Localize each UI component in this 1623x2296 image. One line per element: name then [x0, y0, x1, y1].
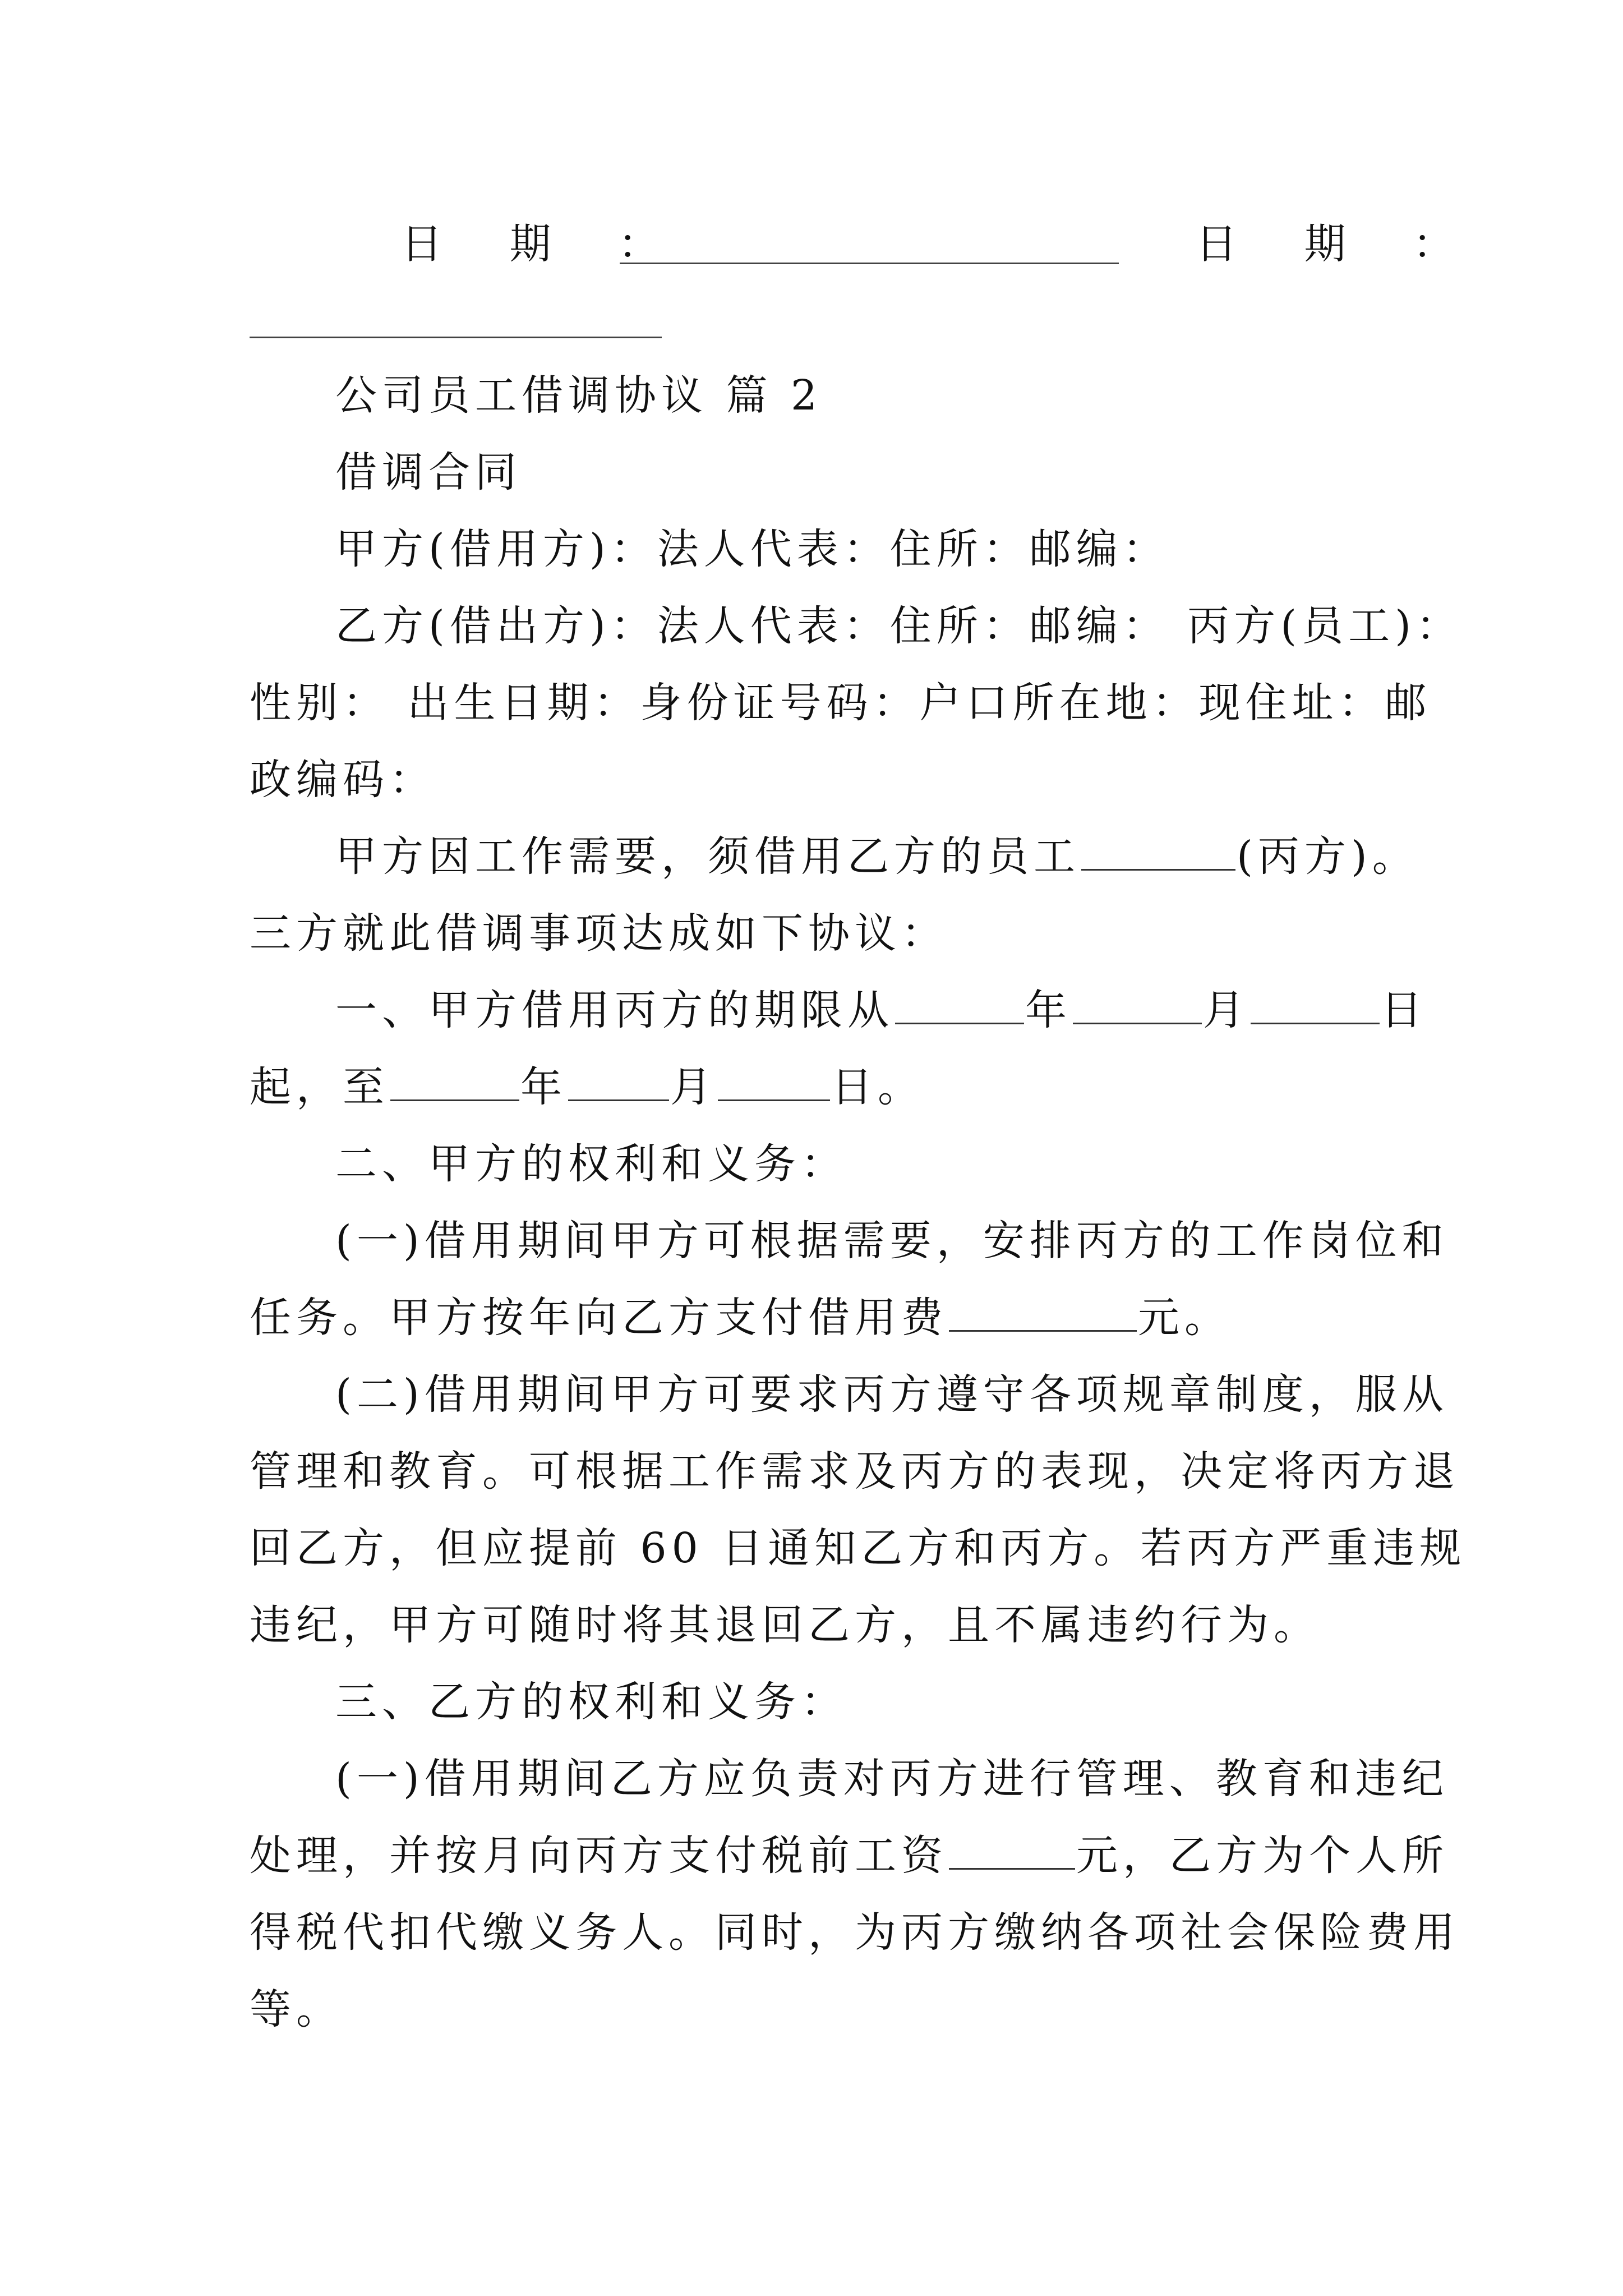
document-title: 公司员工借调协议 篇 2	[335, 371, 823, 420]
clause3-heading: 三、乙方的权利和义务：	[335, 1678, 847, 1726]
year-label: 年	[1025, 986, 1072, 1034]
clause3-item1-line-1: (一)借用期间乙方应负责对丙方进行管理、教育和违纪	[335, 1755, 1449, 1803]
month-label: 月	[1203, 986, 1249, 1034]
clause1-line-2	[250, 1059, 1399, 1115]
party-b-line-2: 性别： 出生日期：身份证号码：户口所在地：现住址：邮	[250, 679, 1432, 727]
end-year-blank	[390, 1060, 519, 1101]
clause1-line-1	[335, 982, 1485, 1038]
end-month-blank	[568, 1060, 669, 1101]
party-b-line-1: 乙方(借出方)：法人代表：住所：邮编： 丙方(员工)：	[335, 602, 1463, 650]
day-label: 日。	[831, 1063, 924, 1111]
intro-line-1	[335, 829, 1485, 885]
clause3-item1-line-3: 得税代扣代缴义务人。同时，为丙方缴纳各项社会保险费用	[250, 1908, 1460, 1957]
clause2-item2-line-4: 违纪，甲方可随时将其退回乙方，且不属违约行为。	[250, 1601, 1320, 1649]
intro-text-before: 甲方因工作需要，须借用乙方的员工	[335, 832, 1080, 881]
month-label: 月	[670, 1063, 717, 1111]
contract-heading: 借调合同	[335, 448, 522, 496]
borrowing-fee-blank	[949, 1291, 1137, 1332]
left-date-blank	[620, 263, 1119, 264]
clause2-item1-line-2	[250, 1290, 1399, 1346]
right-date-blank	[250, 337, 662, 338]
day-label: 日	[1381, 986, 1427, 1034]
year-label: 年	[520, 1063, 567, 1111]
right-date-label: 日 期 ：	[1196, 220, 1482, 268]
clause1-text: 一、甲方借用丙方的期限从	[335, 986, 894, 1034]
employee-name-blank	[1081, 830, 1235, 871]
intro-text-after: (丙方)。	[1237, 832, 1419, 881]
salary-text-after: 元，乙方为个人所	[1076, 1832, 1449, 1880]
intro-line-2: 三方就此借调事项达成如下协议：	[250, 909, 948, 958]
clause2-item1-line-1: (一)借用期间甲方可根据需要，安排丙方的工作岗位和	[335, 1217, 1449, 1265]
party-b-line-3: 政编码：	[250, 756, 436, 804]
start-day-blank	[1251, 983, 1380, 1024]
clause2-item2-line-3: 回乙方，但应提前 60 日通知乙方和丙方。若丙方严重违规	[250, 1524, 1467, 1572]
fee-text: 任务。甲方按年向乙方支付借用费	[250, 1294, 948, 1342]
currency-label: 元。	[1138, 1294, 1231, 1342]
left-date-label: 日 期 ：	[401, 220, 687, 268]
start-month-blank	[1073, 983, 1202, 1024]
salary-blank	[949, 1829, 1075, 1870]
end-day-blank	[718, 1060, 830, 1101]
clause1-to-text: 起，至	[250, 1063, 389, 1111]
clause3-item1-line-4: 等。	[250, 1985, 343, 2033]
party-a-line: 甲方(借用方)：法人代表：住所：邮编：	[335, 525, 1169, 573]
clause2-item2-line-2: 管理和教育。可根据工作需求及丙方的表现，决定将丙方退	[250, 1447, 1460, 1496]
clause3-item1-line-2	[250, 1828, 1449, 1884]
clause2-heading: 二、甲方的权利和义务：	[335, 1140, 847, 1188]
start-year-blank	[895, 983, 1024, 1024]
salary-text: 处理，并按月向丙方支付税前工资	[250, 1832, 948, 1880]
clause2-item2-line-1: (二)借用期间甲方可要求丙方遵守各项规章制度，服从	[335, 1370, 1449, 1419]
